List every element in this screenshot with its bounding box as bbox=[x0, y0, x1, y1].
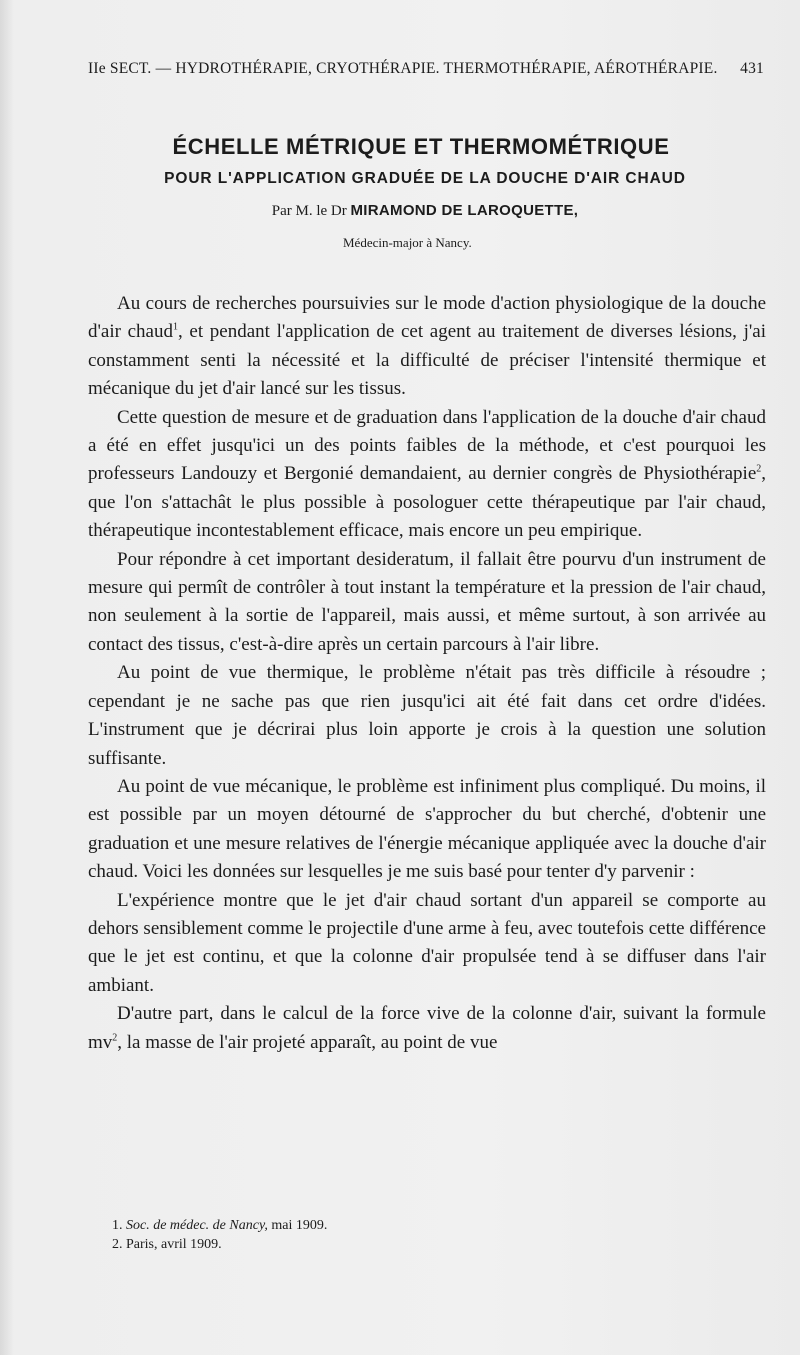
footnote-source: Soc. de médec. de Nancy, bbox=[126, 1218, 268, 1233]
page-number: 431 bbox=[740, 60, 764, 77]
byline bbox=[0, 202, 800, 220]
footnote-detail: mai 1909. bbox=[271, 1218, 328, 1233]
footnote-ref[interactable]: 1 bbox=[173, 322, 178, 334]
footnote-detail: Paris, avril 1909. bbox=[126, 1237, 222, 1252]
running-header bbox=[88, 60, 764, 78]
article-body bbox=[88, 290, 766, 1057]
footnote bbox=[112, 1216, 712, 1235]
footnote bbox=[112, 1235, 712, 1254]
paragraph: Au cours de recherches poursuivies sur le mode d'action physiologique de la douche d'air chaud$^1$, et pendant l'application de cet agent au traitement de diverses lésions, j'ai constamment senti la nécessité et la difficulté de préciser l'intensité thermique et mécanique du jet d'air lancé sur les tissus. bbox=[88, 293, 766, 400]
paragraph: Pour répondre à cet important desideratum, il fallait être pourvu d'un instrument de mesure qui permît de contrôler à tout instant la température et la pression de l'air chaud, non seulement à la sortie de l'appareil, mais aussi, et même surtout, à son arrivée au contact des tissus, c'est-à-dire après un certain parcours à l'air libre. bbox=[88, 548, 766, 655]
article-title: ÉCHELLE MÉTRIQUE ET THERMOMÉTRIQUE bbox=[172, 134, 670, 159]
footnote-ref[interactable]: 2 bbox=[756, 464, 762, 476]
superscript-exponent: 2 bbox=[112, 1032, 118, 1044]
paragraph: Au point de vue mécanique, le problème est infiniment plus compliqué. Du moins, il est possible par un moyen détourné de s'approcher du but cherché, d'obtenir une graduation et une mesure relatives de l'énergie mécanique appliquée avec la douche d'air chaud. Voici les données sur lesquelles je me suis basé pour tenter d'y parvenir : bbox=[88, 775, 766, 883]
byline-prefix: Par M. le Dr bbox=[271, 203, 347, 219]
paragraph: L'expérience montre que le jet d'air chaud sortant d'un appareil se comporte au dehors sensiblement comme le projectile d'une arme à feu, avec toutefois cette différence que le jet est continu, et que la colonne d'air propulsée tend à se diffuser dans l'air ambiant. bbox=[88, 889, 766, 996]
footnotes bbox=[112, 1216, 712, 1254]
author-name: MIRAMOND DE LAROQUETTE, bbox=[350, 202, 579, 219]
paragraph: D'autre part, dans le calcul de la force vive de la colonne d'air, suivant la formule $mv^2$, la masse de l'air projeté apparaît, au point de vue bbox=[88, 1003, 766, 1053]
paragraph: Au point de vue thermique, le problème n'était pas très difficile à résoudre ; cependant je ne sache pas que rien jusqu'ici ait été fait dans cet ordre d'idées. L'instrument que je décrirai plus loin apporte je crois à la question une solution suffisante. bbox=[88, 662, 766, 769]
article-subtitle: POUR L'APPLICATION GRADUÉE DE LA DOUCHE D'AIR CHAUD bbox=[164, 170, 686, 187]
footnote-number: 1. bbox=[112, 1218, 123, 1233]
author-affiliation: Médecin-major à Nancy. bbox=[343, 235, 472, 250]
section-title: IIe SECT. — HYDROTHÉRAPIE, CRYOTHÉRAPIE. THERMOTHÉRAPIE, AÉROTHÉRAPIE. bbox=[88, 60, 718, 77]
footnote-number: 2. bbox=[112, 1237, 123, 1252]
paragraph: Cette question de mesure et de graduation dans l'application de la douche d'air chaud a été en effet jusqu'ici un des points faibles de la méthode, et c'est pourquoi les professeurs Landouzy et Bergonié demandaient, au dernier congrès de Physiothérapie$^2$, que l'on s'attachât le plus possible à posologuer cette thérapeutique par l'air chaud, thérapeutique incontestablement efficace, mais encore un peu empirique. bbox=[88, 406, 766, 542]
